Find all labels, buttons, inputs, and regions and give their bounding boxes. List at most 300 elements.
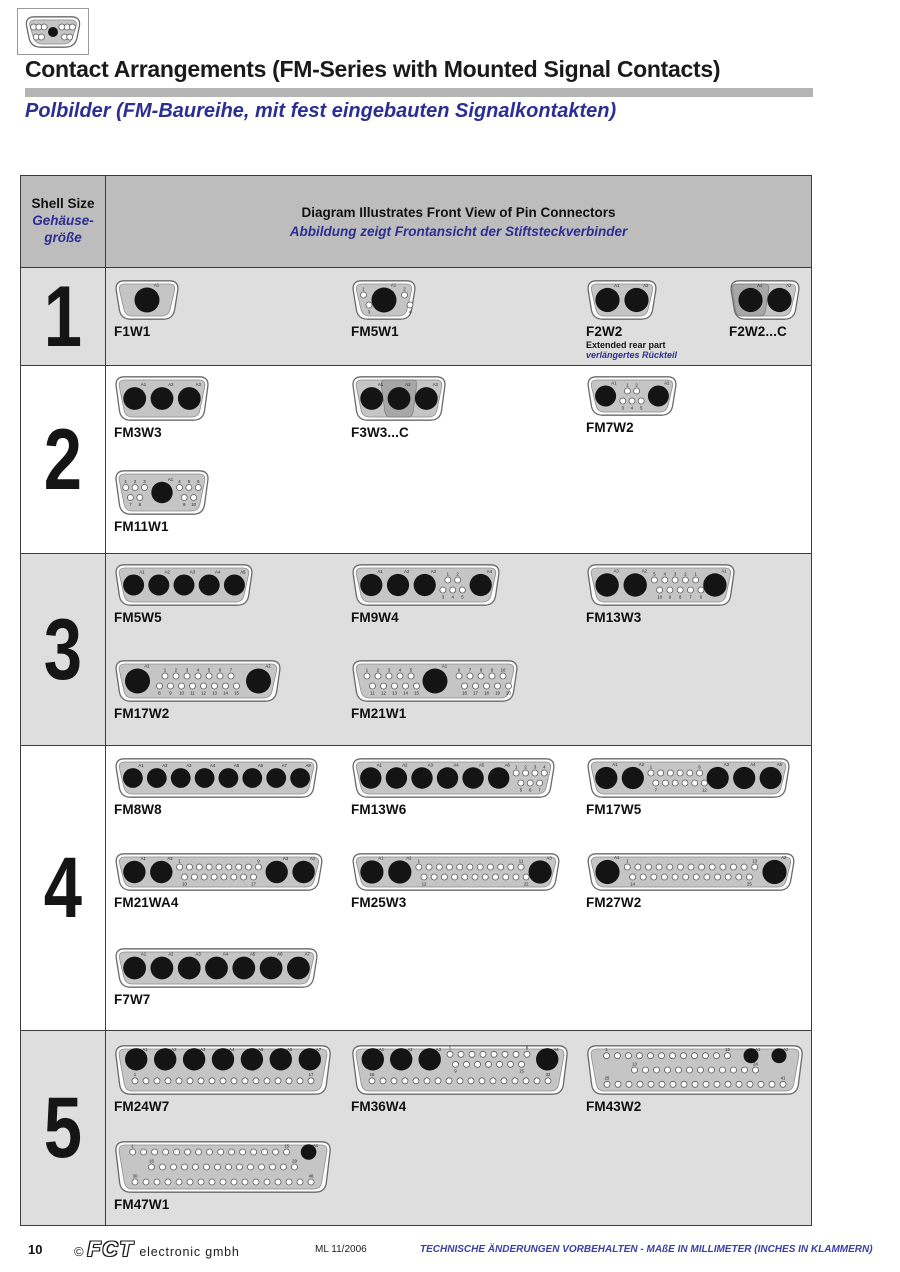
connector-diagram <box>114 758 319 798</box>
svg-text:A2: A2 <box>405 382 411 388</box>
svg-text:10: 10 <box>179 690 184 696</box>
shell-size-cell <box>21 1031 106 1225</box>
brand-connector-logo <box>17 8 89 55</box>
connector-sublabel-de: verlängertes Rückteil <box>586 350 678 361</box>
connector-diagram <box>114 470 210 515</box>
connector-diagram <box>114 376 210 421</box>
svg-text:15: 15 <box>234 690 239 696</box>
connector-entry <box>351 758 556 817</box>
connector-entry <box>586 376 678 435</box>
svg-text:12: 12 <box>381 690 386 696</box>
svg-text:16: 16 <box>369 1072 375 1078</box>
diagram-cell <box>106 366 811 553</box>
svg-text:3: 3 <box>441 594 445 600</box>
svg-text:1: 1 <box>124 478 127 484</box>
svg-text:6: 6 <box>218 667 222 673</box>
connector-entry <box>351 1045 569 1114</box>
svg-text:7: 7 <box>468 667 472 673</box>
svg-text:2: 2 <box>635 382 638 388</box>
svg-text:32: 32 <box>545 1072 551 1078</box>
connector-label: F1W1 <box>114 324 151 339</box>
connector-diagram <box>351 376 447 421</box>
svg-text:A1: A1 <box>614 282 620 288</box>
connector-entry <box>586 853 796 910</box>
svg-text:4: 4 <box>630 405 634 411</box>
connector-label: FM21W1 <box>351 706 407 721</box>
svg-text:A5: A5 <box>233 763 240 769</box>
svg-text:7: 7 <box>654 787 657 793</box>
connector-diagram <box>351 280 417 320</box>
svg-text:1: 1 <box>649 764 653 770</box>
svg-text:A7: A7 <box>281 763 287 769</box>
svg-text:8: 8 <box>479 667 483 673</box>
svg-text:A1: A1 <box>153 282 160 288</box>
table-header <box>21 176 811 268</box>
svg-text:A7: A7 <box>304 951 310 957</box>
diagram-header <box>106 176 811 267</box>
svg-text:1: 1 <box>178 858 181 864</box>
svg-text:5: 5 <box>653 571 656 577</box>
svg-text:17: 17 <box>473 690 478 696</box>
svg-text:5: 5 <box>640 405 643 411</box>
connector-entry <box>729 280 801 339</box>
connector-entry <box>586 758 791 817</box>
brand-suffix: electronic gmbh <box>139 1245 240 1259</box>
connector-entry <box>114 564 254 625</box>
svg-text:3: 3 <box>387 667 391 673</box>
connector-diagram <box>351 1045 569 1095</box>
svg-text:1: 1 <box>515 764 518 770</box>
svg-text:4: 4 <box>408 309 412 315</box>
svg-text:A3: A3 <box>435 1047 442 1052</box>
svg-text:A2: A2 <box>171 1047 177 1052</box>
svg-text:3: 3 <box>367 309 371 315</box>
svg-text:A2: A2 <box>783 1047 789 1052</box>
svg-text:A3: A3 <box>186 763 192 769</box>
shell-size-cell <box>21 746 106 1030</box>
svg-text:A5: A5 <box>479 762 485 768</box>
svg-text:15: 15 <box>519 1068 524 1074</box>
page-subtitle: Polbilder (FM-Baureihe, mit fest eingebauten Signalkontakten) <box>25 100 617 122</box>
svg-text:41: 41 <box>780 1075 786 1081</box>
svg-text:A4: A4 <box>453 762 459 768</box>
svg-text:6: 6 <box>699 594 703 600</box>
svg-text:A1: A1 <box>390 282 397 288</box>
svg-text:4: 4 <box>178 478 181 484</box>
svg-text:13: 13 <box>392 690 397 696</box>
svg-text:A4: A4 <box>553 1047 559 1052</box>
svg-text:3: 3 <box>673 571 677 577</box>
svg-text:13: 13 <box>632 1061 637 1067</box>
svg-text:A2: A2 <box>407 1047 413 1052</box>
connector-label: FM21WA4 <box>114 895 179 910</box>
fct-logo <box>74 1238 240 1262</box>
svg-text:A1: A1 <box>144 663 150 669</box>
svg-text:10: 10 <box>500 667 506 673</box>
svg-text:22: 22 <box>523 881 529 887</box>
svg-text:12: 12 <box>421 881 427 887</box>
svg-text:17: 17 <box>308 1072 314 1078</box>
connector-diagram <box>351 853 561 891</box>
svg-text:A6: A6 <box>504 762 510 768</box>
svg-text:A1: A1 <box>142 1047 148 1052</box>
connector-label: FM13W3 <box>586 610 642 625</box>
svg-text:5: 5 <box>187 478 191 484</box>
svg-text:A3: A3 <box>546 855 552 861</box>
connector-label: FM17W5 <box>586 802 642 817</box>
table-body <box>21 268 811 1225</box>
diagram-cell <box>106 554 811 745</box>
diagram-header-de: Abbildung zeigt Frontansicht der Stiftsteckverbinder <box>289 223 628 239</box>
svg-text:2: 2 <box>174 667 178 673</box>
connector-entry <box>114 758 319 817</box>
svg-text:29: 29 <box>292 1158 297 1164</box>
svg-text:1: 1 <box>163 667 167 673</box>
connector-diagram <box>586 280 658 320</box>
connector-diagram <box>586 376 678 416</box>
svg-text:A4: A4 <box>222 951 229 957</box>
svg-text:14: 14 <box>630 881 635 887</box>
connector-diagram <box>114 1141 332 1193</box>
svg-text:5: 5 <box>409 667 413 673</box>
svg-text:A3: A3 <box>195 951 201 957</box>
svg-text:8: 8 <box>679 594 682 600</box>
svg-text:15: 15 <box>414 690 419 696</box>
svg-text:18: 18 <box>484 690 489 696</box>
diagram-cell <box>106 268 811 365</box>
shell-row-4 <box>21 745 811 1030</box>
svg-text:12: 12 <box>702 787 707 793</box>
svg-text:7: 7 <box>229 667 233 673</box>
svg-text:A3: A3 <box>427 762 434 768</box>
svg-text:2: 2 <box>403 286 406 292</box>
connector-diagram <box>729 280 801 320</box>
svg-text:10: 10 <box>657 594 662 600</box>
connector-label: FM5W1 <box>351 324 399 339</box>
svg-text:A1: A1 <box>378 855 384 861</box>
svg-text:1: 1 <box>626 382 629 388</box>
connector-diagram <box>351 660 519 702</box>
shell-row-2 <box>21 365 811 553</box>
svg-text:11: 11 <box>370 690 375 696</box>
svg-text:A2: A2 <box>781 855 787 860</box>
svg-text:A4: A4 <box>210 763 216 769</box>
svg-text:9: 9 <box>490 667 494 673</box>
svg-text:A1: A1 <box>378 1047 385 1052</box>
svg-text:5: 5 <box>461 594 464 600</box>
svg-text:A5: A5 <box>258 1047 264 1052</box>
connector-label: FM7W2 <box>586 420 634 435</box>
connector-icon <box>24 16 82 48</box>
connector-entry <box>586 564 736 625</box>
connector-entry <box>351 660 519 721</box>
svg-text:24: 24 <box>753 1061 758 1067</box>
svg-text:4: 4 <box>196 667 200 673</box>
svg-text:A4: A4 <box>229 1047 235 1052</box>
connector-diagram <box>586 853 796 891</box>
svg-text:A1: A1 <box>377 382 384 388</box>
svg-text:3: 3 <box>621 405 624 411</box>
svg-text:A2: A2 <box>786 282 792 288</box>
connector-label: FM25W3 <box>351 895 407 910</box>
svg-text:A2: A2 <box>406 855 412 861</box>
connector-entry <box>114 376 210 440</box>
svg-text:A4: A4 <box>215 569 221 575</box>
svg-text:A5: A5 <box>776 761 783 767</box>
connector-label: FM8W8 <box>114 802 162 817</box>
connector-diagram <box>114 853 324 891</box>
connector-entry <box>114 660 282 721</box>
shell-size-number: 1 <box>43 268 83 365</box>
svg-text:25: 25 <box>604 1075 610 1081</box>
diagram-cell <box>106 746 811 1030</box>
svg-text:A3: A3 <box>282 855 289 861</box>
svg-text:A3: A3 <box>430 568 437 574</box>
svg-text:5: 5 <box>519 787 523 793</box>
connector-label: FM3W3 <box>114 425 162 440</box>
shell-size-cell <box>21 554 106 745</box>
svg-text:7: 7 <box>689 594 692 600</box>
svg-text:A2: A2 <box>641 568 647 574</box>
svg-text:1: 1 <box>133 1072 137 1078</box>
connector-label: FM5W5 <box>114 610 162 625</box>
svg-text:A6: A6 <box>287 1047 293 1052</box>
connector-diagram <box>586 1045 804 1095</box>
svg-text:A1: A1 <box>138 763 144 769</box>
page-number: 10 <box>28 1242 43 1257</box>
svg-text:A2: A2 <box>167 855 173 861</box>
connector-diagram <box>351 564 501 606</box>
svg-text:13: 13 <box>752 858 758 864</box>
connector-label: FM47W1 <box>114 1197 170 1212</box>
connector-diagram <box>114 948 319 988</box>
svg-text:A2: A2 <box>402 762 408 768</box>
svg-text:A4: A4 <box>750 761 756 767</box>
svg-text:11: 11 <box>190 690 195 696</box>
svg-text:7: 7 <box>538 787 541 793</box>
svg-text:9: 9 <box>668 594 672 600</box>
svg-text:17: 17 <box>251 881 256 887</box>
shell-size-number: 4 <box>43 840 83 936</box>
svg-text:A8: A8 <box>305 763 311 769</box>
svg-text:A3: A3 <box>189 569 196 575</box>
svg-text:A6: A6 <box>277 951 283 957</box>
connector-label: FM24W7 <box>114 1099 170 1114</box>
svg-text:3: 3 <box>143 478 146 484</box>
svg-text:A4: A4 <box>486 568 493 574</box>
svg-text:16: 16 <box>462 690 467 696</box>
svg-text:19: 19 <box>495 690 500 696</box>
svg-text:9: 9 <box>183 501 186 507</box>
svg-text:1: 1 <box>448 1045 452 1051</box>
svg-text:A1: A1 <box>167 476 174 482</box>
svg-text:A1: A1 <box>755 1047 761 1052</box>
copyright-icon: © <box>74 1244 84 1259</box>
svg-text:2: 2 <box>376 667 380 673</box>
svg-text:A2: A2 <box>664 380 670 386</box>
svg-text:A1: A1 <box>611 380 617 386</box>
svg-text:A1: A1 <box>721 568 727 574</box>
connector-entry <box>114 280 180 339</box>
shell-row-1 <box>21 268 811 365</box>
svg-text:A3: A3 <box>613 568 619 574</box>
svg-text:9: 9 <box>169 690 172 696</box>
svg-text:A1: A1 <box>612 761 618 767</box>
connector-label: FM27W2 <box>586 895 642 910</box>
connector-entry <box>351 564 501 625</box>
svg-text:9: 9 <box>454 1068 457 1074</box>
connector-label: F3W3...C <box>351 425 409 440</box>
svg-text:8: 8 <box>525 1045 529 1051</box>
svg-text:6: 6 <box>529 787 532 793</box>
svg-text:2: 2 <box>524 764 527 770</box>
connector-entry <box>114 470 210 534</box>
shell-size-number: 2 <box>43 411 83 508</box>
svg-text:A2: A2 <box>265 663 271 669</box>
svg-text:4: 4 <box>451 594 454 600</box>
svg-text:A3: A3 <box>200 1047 206 1052</box>
diagram-cell <box>106 1031 811 1225</box>
svg-text:2: 2 <box>684 571 687 577</box>
svg-text:A2: A2 <box>638 761 645 767</box>
footer-notice: TECHNISCHE ÄNDERUNGEN VORBEHALTEN - MAßE IN MILLIMETER (INCHES IN KLAMMERN) <box>420 1244 873 1255</box>
svg-text:30: 30 <box>132 1173 138 1179</box>
connector-diagram <box>114 660 282 702</box>
svg-text:15: 15 <box>284 1143 289 1149</box>
svg-text:16: 16 <box>149 1158 154 1164</box>
connector-label: FM17W2 <box>114 706 170 721</box>
svg-text:1: 1 <box>417 858 420 864</box>
connector-label: F2W2...C <box>729 324 787 339</box>
connector-diagram <box>114 1045 332 1095</box>
connector-diagram <box>586 758 791 798</box>
svg-text:8: 8 <box>158 690 161 696</box>
svg-text:1: 1 <box>362 286 365 292</box>
connector-label: F7W7 <box>114 992 151 1007</box>
svg-text:5: 5 <box>207 667 211 673</box>
connector-entry <box>114 948 319 1007</box>
svg-text:7: 7 <box>129 501 132 507</box>
svg-text:A1: A1 <box>441 663 448 669</box>
svg-text:3: 3 <box>185 667 189 673</box>
connector-label: FM9W4 <box>351 610 399 625</box>
svg-text:12: 12 <box>201 690 206 696</box>
connector-entry <box>114 1141 332 1212</box>
svg-text:A6: A6 <box>257 763 264 769</box>
connector-sublabel-en: Extended rear part <box>586 340 666 350</box>
connector-entry <box>351 853 561 910</box>
svg-text:A1: A1 <box>140 951 147 957</box>
svg-text:13: 13 <box>212 690 217 696</box>
shell-row-3 <box>21 553 811 745</box>
svg-text:A2: A2 <box>404 568 410 574</box>
svg-text:6: 6 <box>457 667 461 673</box>
svg-text:A1: A1 <box>140 855 146 861</box>
connector-entry <box>586 1045 804 1114</box>
svg-text:A1: A1 <box>140 382 147 388</box>
connector-label: FM11W1 <box>114 519 169 534</box>
svg-text:A2: A2 <box>164 569 170 575</box>
connector-label: FM43W2 <box>586 1099 642 1114</box>
svg-text:1: 1 <box>694 571 697 577</box>
svg-text:11: 11 <box>518 858 524 864</box>
svg-text:A2: A2 <box>168 382 174 388</box>
svg-text:14: 14 <box>403 690 408 696</box>
shell-size-number: 5 <box>43 1080 83 1176</box>
connector-entry <box>351 376 447 440</box>
svg-text:4: 4 <box>663 571 666 577</box>
contact-arrangement-table <box>20 175 812 1226</box>
connector-label: FM36W4 <box>351 1099 407 1114</box>
connector-entry <box>351 280 417 339</box>
svg-text:A3: A3 <box>723 761 730 767</box>
connector-diagram <box>586 564 736 606</box>
connector-label: FM13W6 <box>351 802 407 817</box>
connector-entry <box>586 280 677 361</box>
connector-diagram <box>351 758 556 798</box>
svg-text:2: 2 <box>133 478 137 484</box>
svg-text:3: 3 <box>533 764 537 770</box>
shell-size-label-de: Gehäuse-größe <box>32 213 94 245</box>
svg-text:A3: A3 <box>195 382 201 388</box>
svg-text:A5: A5 <box>250 951 256 957</box>
connector-entry <box>114 1045 332 1114</box>
svg-text:12: 12 <box>725 1047 730 1053</box>
connector-entry <box>114 853 324 910</box>
svg-text:A5: A5 <box>240 569 246 575</box>
svg-text:6: 6 <box>698 764 701 770</box>
svg-text:9: 9 <box>257 858 260 864</box>
svg-text:A1: A1 <box>377 568 383 574</box>
shell-size-cell <box>21 268 106 365</box>
shell-size-number: 3 <box>43 601 83 698</box>
brand-name: FCT <box>87 1238 135 1261</box>
shell-row-5 <box>21 1030 811 1225</box>
svg-text:10: 10 <box>191 501 196 507</box>
svg-text:A4: A4 <box>309 855 315 861</box>
page-footer <box>0 1238 900 1268</box>
svg-text:6: 6 <box>197 478 200 484</box>
svg-text:A2: A2 <box>162 763 168 769</box>
svg-text:1: 1 <box>626 858 629 864</box>
connector-label: F2W2 <box>586 324 623 339</box>
svg-text:4: 4 <box>543 764 546 770</box>
svg-text:8: 8 <box>138 501 141 507</box>
svg-text:25: 25 <box>747 881 752 887</box>
svg-text:1: 1 <box>605 1047 608 1053</box>
svg-text:A1: A1 <box>312 1143 319 1148</box>
svg-text:2: 2 <box>456 571 459 577</box>
date-code: ML 11/2006 <box>315 1244 367 1255</box>
svg-text:1: 1 <box>365 667 369 673</box>
connector-diagram <box>114 564 254 606</box>
svg-text:A1: A1 <box>139 569 145 575</box>
connector-diagram <box>114 280 180 320</box>
svg-text:A3: A3 <box>432 382 438 388</box>
page-title: Contact Arrangements (FM-Series with Mounted Signal Contacts) <box>25 56 721 82</box>
svg-text:14: 14 <box>223 690 228 696</box>
svg-text:46: 46 <box>308 1173 314 1179</box>
svg-text:1: 1 <box>131 1143 134 1149</box>
svg-text:A2: A2 <box>643 282 649 288</box>
svg-text:A1: A1 <box>757 282 763 288</box>
svg-text:20: 20 <box>506 690 511 696</box>
svg-text:4: 4 <box>398 667 402 673</box>
svg-text:A1: A1 <box>614 855 620 860</box>
shell-size-label-en: Shell Size <box>31 196 95 212</box>
diagram-header-en: Diagram Illustrates Front View of Pin Connectors <box>301 204 616 220</box>
svg-text:A1: A1 <box>376 762 382 768</box>
